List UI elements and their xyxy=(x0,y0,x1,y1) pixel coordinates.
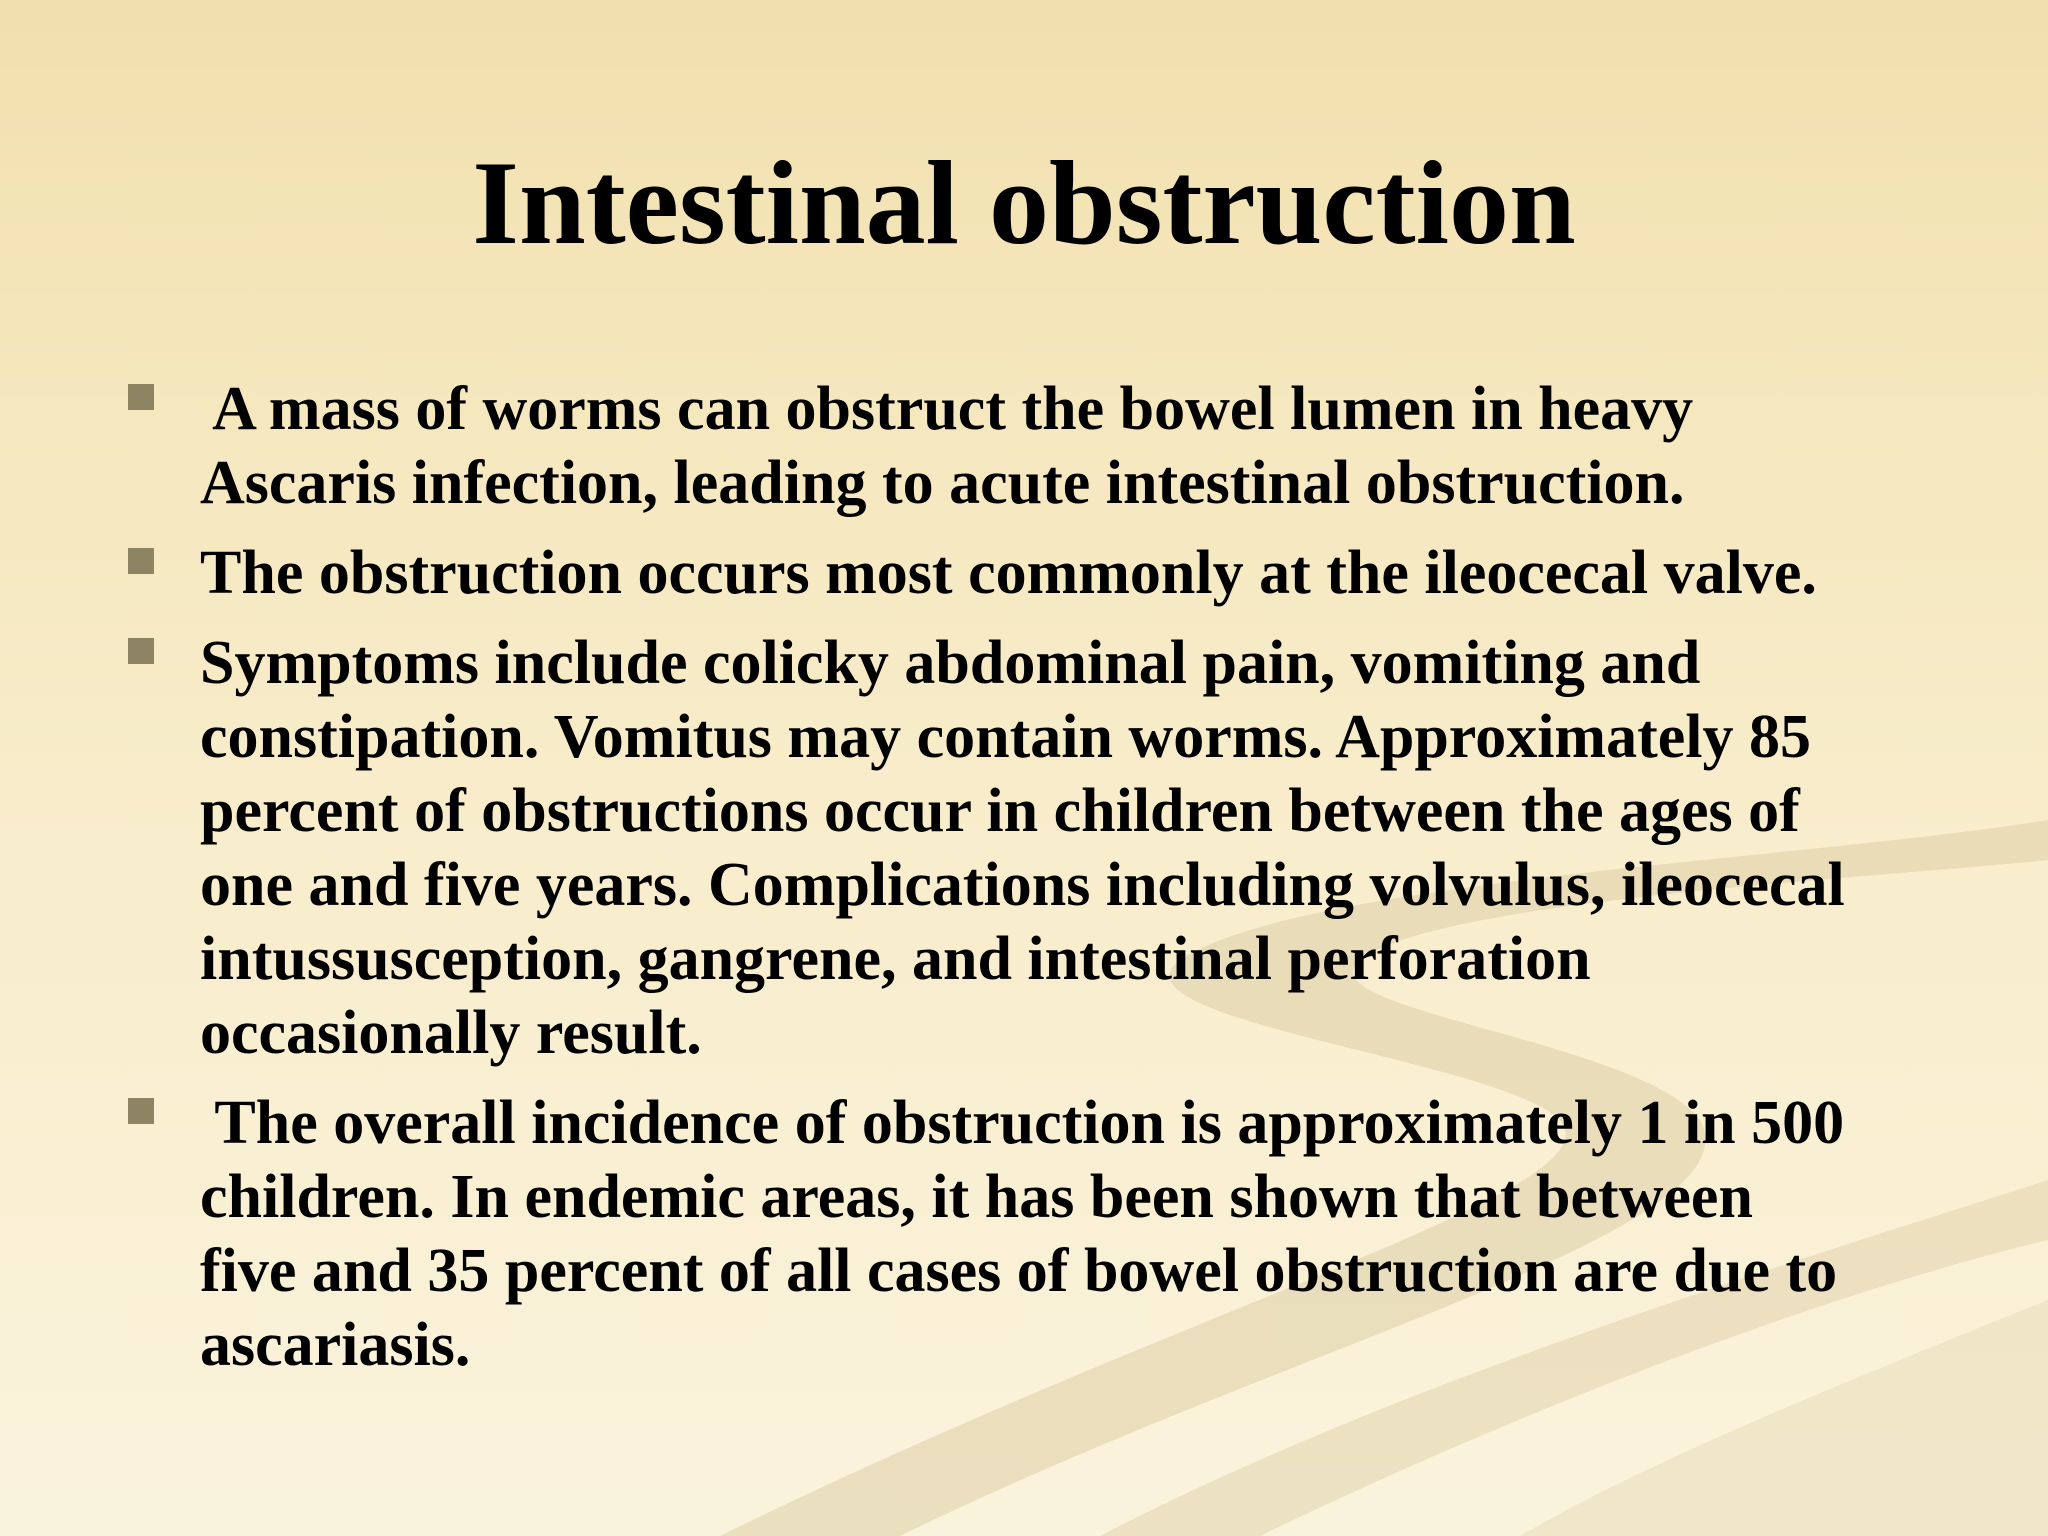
bullet-item xyxy=(0,1086,2048,1382)
bullet-line: Ascaris infection, leading to acute intestinal obstruction. xyxy=(200,449,1685,517)
bullet-line: The obstruction occurs most commonly at the ileocecal valve. xyxy=(200,539,1817,607)
slide-title: Intestinal obstruction xyxy=(472,136,1576,269)
bullet-line: occasionally result. xyxy=(200,999,702,1067)
bullet-item xyxy=(0,372,2048,520)
bullet-line: intussusception, gangrene, and intestinal perforation xyxy=(200,925,1591,993)
bullet-line: ascariasis. xyxy=(200,1311,471,1379)
square-bullet-icon xyxy=(128,384,154,410)
bullet-line: Symptoms include colicky abdominal pain, vomiting and xyxy=(200,629,1701,697)
bullet-line: five and 35 percent of all cases of bowel obstruction are due to xyxy=(200,1237,1838,1305)
bullet-line: percent of obstructions occur in children between the ages of xyxy=(200,777,1800,845)
bullet-line: children. In endemic areas, it has been shown that between xyxy=(200,1163,1753,1231)
square-bullet-icon xyxy=(128,1098,154,1124)
bullet-line: one and five years. Complications including volvulus, ileocecal xyxy=(200,851,1845,919)
bullet-line: The overall incidence of obstruction is approximately 1 in 500 xyxy=(200,1089,1845,1157)
bullet-list xyxy=(0,372,2048,1398)
square-bullet-icon xyxy=(128,638,154,664)
square-bullet-icon xyxy=(128,548,154,574)
bullet-item xyxy=(0,626,2048,1070)
bullet-item xyxy=(0,536,2048,610)
bullet-line: A mass of worms can obstruct the bowel lumen in heavy xyxy=(200,375,1694,443)
bullet-line: constipation. Vomitus may contain worms. Approximately 85 xyxy=(200,703,1811,771)
